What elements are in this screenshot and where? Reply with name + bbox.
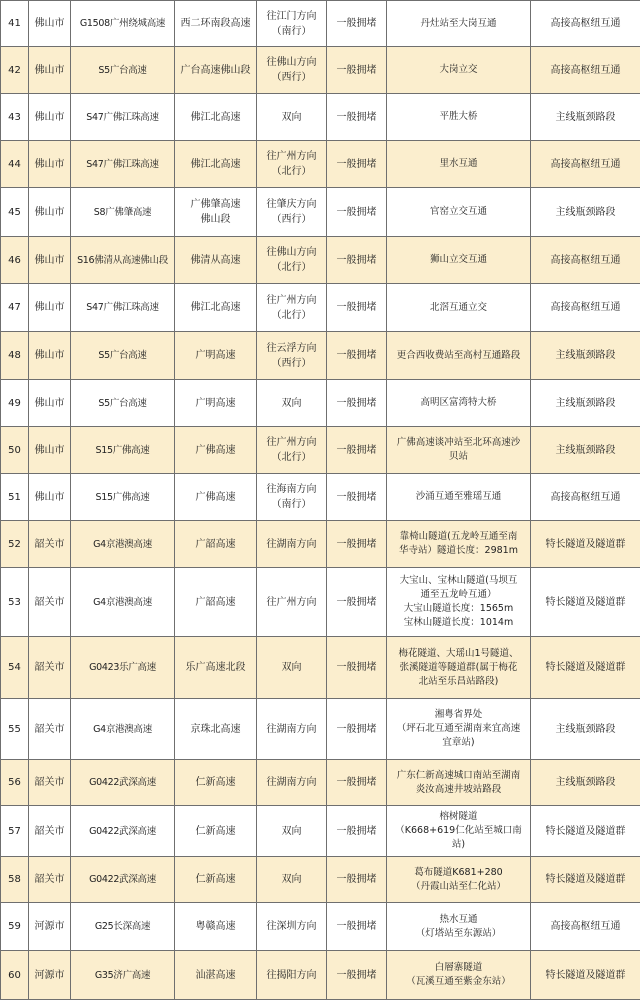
congestion-type-cell: 一般拥堵	[327, 637, 387, 699]
row-number: 49	[1, 380, 29, 427]
location-cell-line: 广佛高速谈冲站至北环高速沙	[390, 436, 527, 450]
city-cell: 河源市	[29, 951, 71, 1000]
congestion-type-cell: 一般拥堵	[327, 94, 387, 141]
direction-cell-line: （北行）	[260, 164, 323, 179]
location-cell	[387, 474, 531, 521]
location-cell-line: 炎汝高速井坡站路段	[390, 783, 527, 797]
section-cell: 广韶高速	[175, 568, 257, 637]
direction-cell-line: 双向	[260, 872, 323, 887]
row-number: 53	[1, 568, 29, 637]
location-cell-line: 狮山立交互通	[390, 253, 527, 267]
table-row	[1, 1, 640, 47]
location-cell-line: 大宝山、宝林山隧道(马坝互	[390, 574, 527, 588]
row-number: 46	[1, 237, 29, 284]
location-cell-line: 湘粤省界处	[390, 708, 527, 722]
category-cell: 特长隧道及隧道群	[531, 806, 640, 857]
category-cell: 高接高枢纽互通	[531, 141, 640, 188]
direction-cell-line: 往湖南方向	[260, 775, 323, 790]
direction-cell-line: 往佛山方向	[260, 55, 323, 70]
location-cell	[387, 47, 531, 94]
city-cell: 佛山市	[29, 94, 71, 141]
direction-cell-line: 往广州方向	[260, 293, 323, 308]
location-cell-line: 里水互通	[390, 157, 527, 171]
location-cell	[387, 521, 531, 568]
direction-cell	[257, 760, 327, 806]
direction-cell	[257, 284, 327, 332]
table-row	[1, 637, 640, 699]
city-cell: 韶关市	[29, 806, 71, 857]
category-cell: 高接高枢纽互通	[531, 1, 640, 47]
section-cell: 佛江北高速	[175, 94, 257, 141]
section-cell	[175, 188, 257, 237]
congestion-type-cell: 一般拥堵	[327, 380, 387, 427]
category-cell: 主线瓶颈路段	[531, 332, 640, 380]
direction-cell	[257, 380, 327, 427]
table-row	[1, 699, 640, 760]
location-cell-line: 宝林山隧道长度：1014m	[390, 616, 527, 630]
location-cell-line: （丹霞山站至仁化站）	[390, 880, 527, 894]
highway-cell: G4京港澳高速	[71, 568, 175, 637]
direction-cell-line: 往江门方向	[260, 9, 323, 24]
category-cell: 主线瓶颈路段	[531, 380, 640, 427]
location-cell-line: 贝站	[390, 450, 527, 464]
category-cell: 高接高枢纽互通	[531, 237, 640, 284]
highway-cell: G0422武深高速	[71, 760, 175, 806]
section-cell: 西二环南段高速	[175, 1, 257, 47]
congestion-type-cell: 一般拥堵	[327, 699, 387, 760]
table-row	[1, 521, 640, 568]
direction-cell	[257, 521, 327, 568]
highway-cell: G4京港澳高速	[71, 699, 175, 760]
row-number: 55	[1, 699, 29, 760]
direction-cell	[257, 474, 327, 521]
direction-cell-line: （南行）	[260, 24, 323, 39]
city-cell: 佛山市	[29, 1, 71, 47]
row-number: 41	[1, 1, 29, 47]
direction-cell	[257, 637, 327, 699]
congestion-type-cell: 一般拥堵	[327, 903, 387, 951]
congestion-type-cell: 一般拥堵	[327, 188, 387, 237]
category-cell: 特长隧道及隧道群	[531, 951, 640, 1000]
location-cell-line: 通至五龙岭互通）	[390, 588, 527, 602]
location-cell	[387, 903, 531, 951]
city-cell: 佛山市	[29, 474, 71, 521]
location-cell-line: （灯塔站至东源站）	[390, 927, 527, 941]
direction-cell	[257, 951, 327, 1000]
congestion-type-cell: 一般拥堵	[327, 474, 387, 521]
table-row	[1, 568, 640, 637]
congestion-type-cell: 一般拥堵	[327, 521, 387, 568]
section-cell: 仁新高速	[175, 806, 257, 857]
city-cell: 韶关市	[29, 760, 71, 806]
location-cell	[387, 94, 531, 141]
location-cell-line: 榕树隧道	[390, 810, 527, 824]
city-cell: 佛山市	[29, 427, 71, 474]
category-cell: 高接高枢纽互通	[531, 47, 640, 94]
section-cell: 广明高速	[175, 380, 257, 427]
congestion-type-cell: 一般拥堵	[327, 760, 387, 806]
location-cell-line: 热水互通	[390, 913, 527, 927]
table-row	[1, 141, 640, 188]
category-cell: 主线瓶颈路段	[531, 427, 640, 474]
location-cell	[387, 760, 531, 806]
location-cell-line: 梅花隧道、大瑶山1号隧道、	[390, 647, 527, 661]
table-row	[1, 857, 640, 903]
location-cell-line: 平胜大桥	[390, 110, 527, 124]
direction-cell	[257, 332, 327, 380]
section-cell: 佛清从高速	[175, 237, 257, 284]
location-cell	[387, 1, 531, 47]
table-row	[1, 951, 640, 1000]
location-cell	[387, 857, 531, 903]
row-number: 50	[1, 427, 29, 474]
city-cell: 韶关市	[29, 699, 71, 760]
section-cell: 京珠北高速	[175, 699, 257, 760]
congestion-type-cell: 一般拥堵	[327, 47, 387, 94]
table-body	[1, 1, 640, 1000]
category-cell: 特长隧道及隧道群	[531, 568, 640, 637]
row-number: 54	[1, 637, 29, 699]
direction-cell-line: （北行）	[260, 308, 323, 323]
section-cell-line: 佛山段	[178, 212, 253, 227]
location-cell-line: （瓦溪互通至紫金东站）	[390, 975, 527, 989]
direction-cell-line: （南行）	[260, 497, 323, 512]
city-cell: 佛山市	[29, 237, 71, 284]
highway-cell: G4京港澳高速	[71, 521, 175, 568]
city-cell: 佛山市	[29, 284, 71, 332]
location-cell-line: （K668+619仁化站至城口南	[390, 824, 527, 838]
section-cell: 粤赣高速	[175, 903, 257, 951]
highway-cell: G1508广州绕城高速	[71, 1, 175, 47]
section-cell: 广明高速	[175, 332, 257, 380]
row-number: 51	[1, 474, 29, 521]
location-cell-line: 大岗立交	[390, 63, 527, 77]
row-number: 47	[1, 284, 29, 332]
direction-cell-line: （西行）	[260, 356, 323, 371]
category-cell: 特长隧道及隧道群	[531, 637, 640, 699]
location-cell	[387, 806, 531, 857]
direction-cell	[257, 1, 327, 47]
city-cell: 佛山市	[29, 188, 71, 237]
direction-cell	[257, 903, 327, 951]
category-cell: 主线瓶颈路段	[531, 94, 640, 141]
city-cell: 韶关市	[29, 857, 71, 903]
location-cell-line: 白層寨隧道	[390, 961, 527, 975]
city-cell: 韶关市	[29, 568, 71, 637]
congestion-type-cell: 一般拥堵	[327, 284, 387, 332]
congestion-type-cell: 一般拥堵	[327, 332, 387, 380]
direction-cell	[257, 806, 327, 857]
direction-cell	[257, 188, 327, 237]
direction-cell-line: （西行）	[260, 70, 323, 85]
city-cell: 韶关市	[29, 637, 71, 699]
city-cell: 韶关市	[29, 521, 71, 568]
section-cell-line: 广佛肇高速	[178, 197, 253, 212]
location-cell	[387, 237, 531, 284]
highway-cell: S47广佛江珠高速	[71, 141, 175, 188]
highway-cell: G0422武深高速	[71, 806, 175, 857]
section-cell: 佛江北高速	[175, 284, 257, 332]
table-row	[1, 380, 640, 427]
category-cell: 特长隧道及隧道群	[531, 857, 640, 903]
highway-cell: S5广台高速	[71, 47, 175, 94]
location-cell-line: 北站至乐昌站路段)	[390, 675, 527, 689]
congestion-type-cell: 一般拥堵	[327, 806, 387, 857]
direction-cell-line: 往湖南方向	[260, 722, 323, 737]
table-row	[1, 47, 640, 94]
table-row	[1, 474, 640, 521]
section-cell: 佛江北高速	[175, 141, 257, 188]
location-cell	[387, 699, 531, 760]
row-number: 56	[1, 760, 29, 806]
category-cell: 主线瓶颈路段	[531, 760, 640, 806]
direction-cell	[257, 47, 327, 94]
location-cell	[387, 637, 531, 699]
highway-cell: S16佛清从高速佛山段	[71, 237, 175, 284]
direction-cell-line: 往云浮方向	[260, 341, 323, 356]
location-cell	[387, 284, 531, 332]
congestion-type-cell: 一般拥堵	[327, 857, 387, 903]
direction-cell-line: 双向	[260, 660, 323, 675]
direction-cell	[257, 427, 327, 474]
table-row	[1, 237, 640, 284]
city-cell: 河源市	[29, 903, 71, 951]
highway-cell: S8广佛肇高速	[71, 188, 175, 237]
location-cell-line: 丹灶站至大岗互通	[390, 17, 527, 31]
direction-cell	[257, 94, 327, 141]
table-row	[1, 284, 640, 332]
section-cell: 仁新高速	[175, 857, 257, 903]
highway-cell: S5广台高速	[71, 380, 175, 427]
table-row	[1, 94, 640, 141]
row-number: 45	[1, 188, 29, 237]
location-cell-line: 高明区富湾特大桥	[390, 396, 527, 410]
table-row	[1, 760, 640, 806]
direction-cell	[257, 699, 327, 760]
direction-cell-line: 往深圳方向	[260, 919, 323, 934]
direction-cell-line: 往湖南方向	[260, 537, 323, 552]
direction-cell-line: （西行）	[260, 212, 323, 227]
category-cell: 主线瓶颈路段	[531, 188, 640, 237]
location-cell	[387, 188, 531, 237]
congestion-type-cell: 一般拥堵	[327, 951, 387, 1000]
direction-cell-line: 往揭阳方向	[260, 968, 323, 983]
category-cell: 高接高枢纽互通	[531, 474, 640, 521]
location-cell	[387, 568, 531, 637]
highway-cell: S15广佛高速	[71, 427, 175, 474]
table-row	[1, 806, 640, 857]
category-cell: 高接高枢纽互通	[531, 284, 640, 332]
row-number: 59	[1, 903, 29, 951]
congestion-type-cell: 一般拥堵	[327, 141, 387, 188]
location-cell-line: 葛布隧道K681+280	[390, 866, 527, 880]
highway-cell: S47广佛江珠高速	[71, 94, 175, 141]
highway-cell: G0422武深高速	[71, 857, 175, 903]
location-cell-line: （坪石北互通至湖南来宜高速	[390, 722, 527, 736]
highway-cell: G0423乐广高速	[71, 637, 175, 699]
section-cell: 广佛高速	[175, 474, 257, 521]
location-cell-line: 宜章站)	[390, 736, 527, 750]
table-row	[1, 188, 640, 237]
congestion-type-cell: 一般拥堵	[327, 568, 387, 637]
highway-cell: S5广台高速	[71, 332, 175, 380]
direction-cell	[257, 857, 327, 903]
row-number: 42	[1, 47, 29, 94]
section-cell: 乐广高速北段	[175, 637, 257, 699]
highway-cell: S15广佛高速	[71, 474, 175, 521]
row-number: 52	[1, 521, 29, 568]
direction-cell-line: 往肇庆方向	[260, 197, 323, 212]
congestion-type-cell: 一般拥堵	[327, 237, 387, 284]
direction-cell-line: 往广州方向	[260, 595, 323, 610]
direction-cell-line: 往海南方向	[260, 482, 323, 497]
direction-cell-line: （北行）	[260, 260, 323, 275]
location-cell-line: 更合西收费站至高村互通路段	[390, 349, 527, 363]
location-cell-line: 北滘互通立交	[390, 301, 527, 315]
direction-cell-line: 往广州方向	[260, 435, 323, 450]
location-cell	[387, 380, 531, 427]
section-cell: 广佛高速	[175, 427, 257, 474]
row-number: 43	[1, 94, 29, 141]
city-cell: 佛山市	[29, 380, 71, 427]
city-cell: 佛山市	[29, 141, 71, 188]
direction-cell-line: 双向	[260, 824, 323, 839]
location-cell-line: 站)	[390, 838, 527, 852]
category-cell: 特长隧道及隧道群	[531, 521, 640, 568]
city-cell: 佛山市	[29, 47, 71, 94]
location-cell	[387, 141, 531, 188]
table-row	[1, 427, 640, 474]
location-cell-line: 广东仁新高速城口南站至湖南	[390, 769, 527, 783]
direction-cell-line: 往广州方向	[260, 149, 323, 164]
section-cell: 仁新高速	[175, 760, 257, 806]
row-number: 60	[1, 951, 29, 1000]
row-number: 57	[1, 806, 29, 857]
section-cell: 汕湛高速	[175, 951, 257, 1000]
location-cell-line: 官窑立交互通	[390, 205, 527, 219]
direction-cell-line: 双向	[260, 396, 323, 411]
location-cell-line: 大宝山隧道长度：1565m	[390, 602, 527, 616]
direction-cell	[257, 237, 327, 284]
location-cell	[387, 332, 531, 380]
city-cell: 佛山市	[29, 332, 71, 380]
location-cell	[387, 427, 531, 474]
section-cell: 广台高速佛山段	[175, 47, 257, 94]
row-number: 48	[1, 332, 29, 380]
row-number: 58	[1, 857, 29, 903]
location-cell-line: 华寺站）隧道长度：2981m	[390, 544, 527, 558]
location-cell	[387, 951, 531, 1000]
congestion-type-cell: 一般拥堵	[327, 1, 387, 47]
table-row	[1, 903, 640, 951]
direction-cell-line: （北行）	[260, 450, 323, 465]
section-cell: 广韶高速	[175, 521, 257, 568]
location-cell-line: 靠椅山隧道(五龙岭互通至南	[390, 530, 527, 544]
category-cell: 高接高枢纽互通	[531, 903, 640, 951]
category-cell: 主线瓶颈路段	[531, 699, 640, 760]
highway-cell: G25长深高速	[71, 903, 175, 951]
direction-cell	[257, 141, 327, 188]
direction-cell	[257, 568, 327, 637]
location-cell-line: 张溪隧道等隧道群(属于梅花	[390, 661, 527, 675]
direction-cell-line: 往佛山方向	[260, 245, 323, 260]
congestion-type-cell: 一般拥堵	[327, 427, 387, 474]
highway-cell: S47广佛江珠高速	[71, 284, 175, 332]
direction-cell-line: 双向	[260, 110, 323, 125]
location-cell-line: 沙涌互通至雅瑶互通	[390, 490, 527, 504]
highway-cell: G35济广高速	[71, 951, 175, 1000]
row-number: 44	[1, 141, 29, 188]
table-row	[1, 332, 640, 380]
